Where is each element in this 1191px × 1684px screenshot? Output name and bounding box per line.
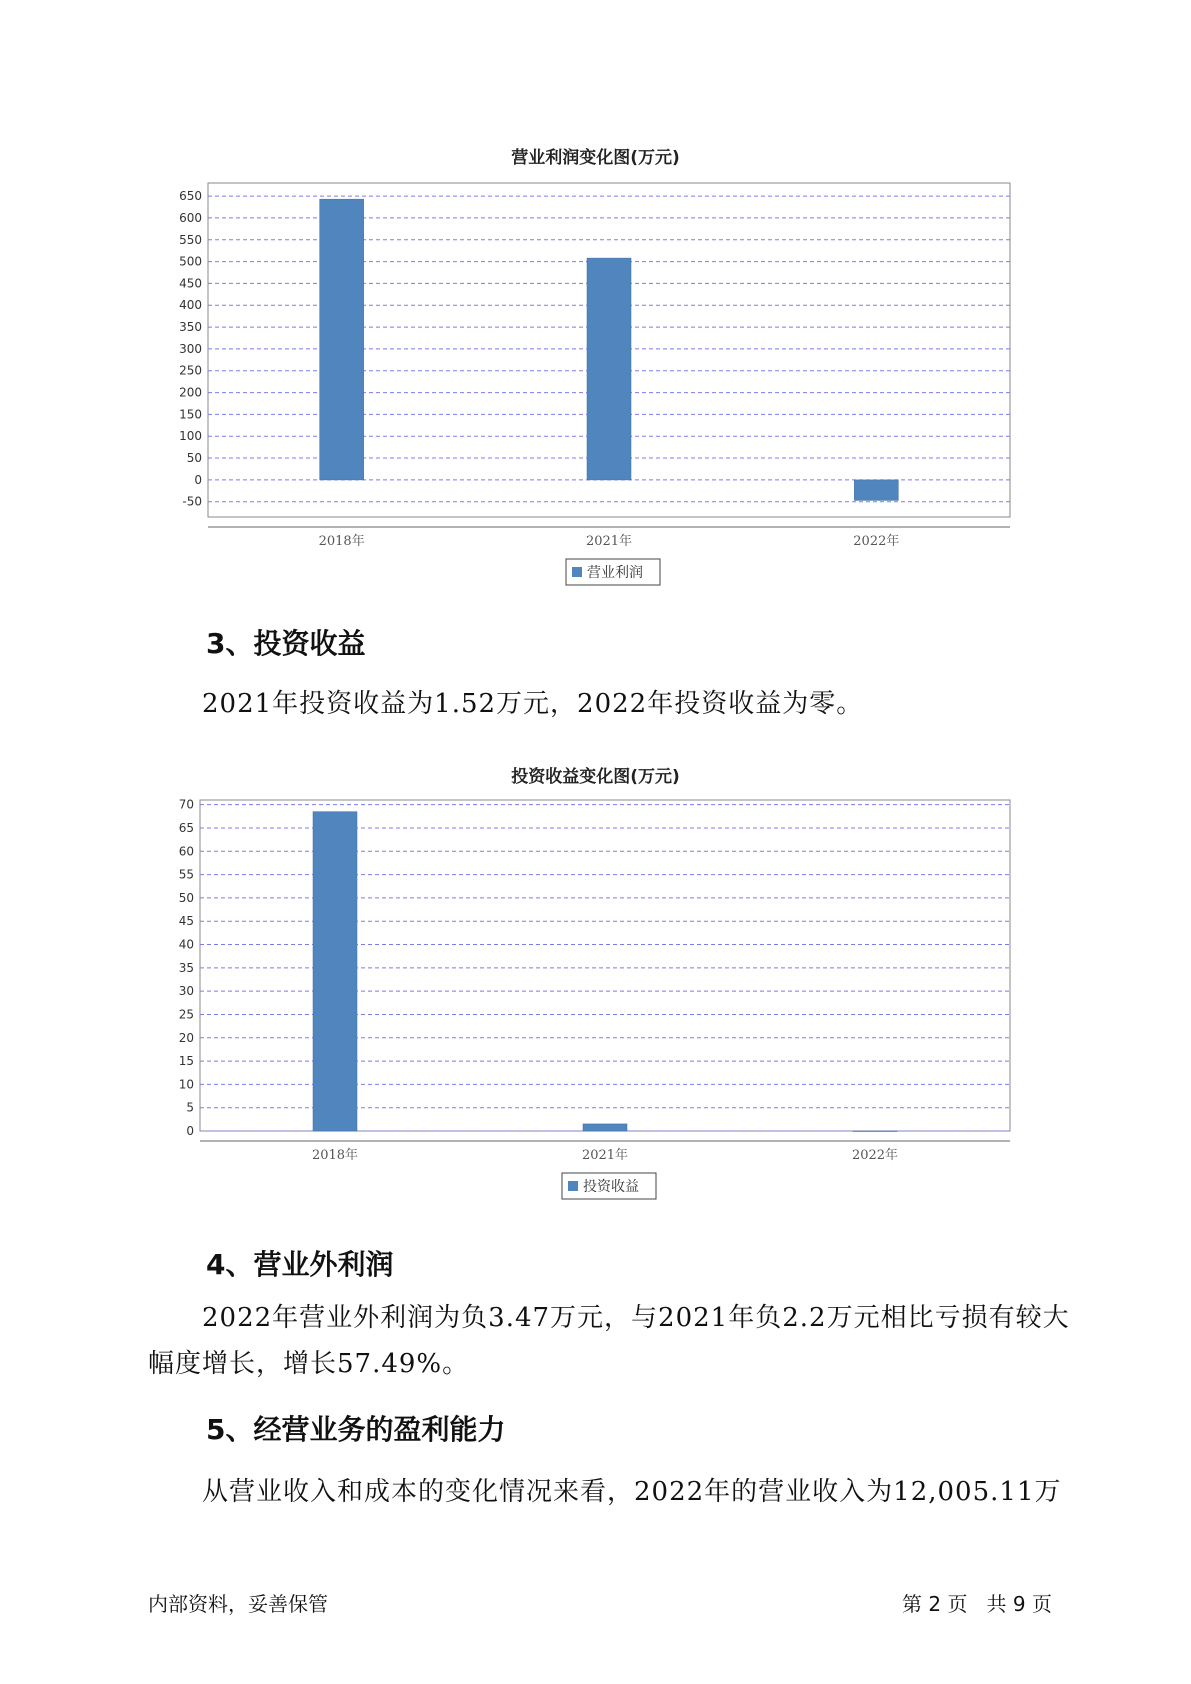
y-tick-label: 650 <box>179 189 202 204</box>
y-tick-label: 20 <box>178 1030 194 1045</box>
y-tick-label: 50 <box>186 451 202 466</box>
x-tick-label: 2022年 <box>851 1148 899 1163</box>
bar-2018年 <box>313 812 357 1131</box>
y-tick-label: 100 <box>179 429 202 444</box>
y-tick-label: 400 <box>179 298 202 313</box>
bar-2018年 <box>320 199 364 480</box>
bar-2021年 <box>583 1124 627 1131</box>
bar-2021年 <box>587 258 631 480</box>
y-tick-label: 150 <box>179 407 202 422</box>
y-tick-label: 250 <box>179 363 202 378</box>
footer-confidential-note: 内部资料，妥善保管 <box>148 1592 328 1616</box>
y-tick-label: 15 <box>178 1054 194 1069</box>
x-tick-label: 2018年 <box>311 1148 359 1163</box>
legend-label: 投资收益 <box>583 1179 639 1195</box>
section4-paragraph-line1: 2022年营业外利润为负3.47万元，与2021年负2.2万元相比亏损有较大 <box>202 1303 1070 1333</box>
x-tick-label: 2022年 <box>853 534 900 549</box>
y-tick-label: 50 <box>178 890 194 905</box>
y-tick-label: 10 <box>178 1077 194 1092</box>
y-tick-label: 65 <box>178 820 194 835</box>
y-tick-label: 5 <box>186 1100 194 1115</box>
section4-heading: 4、营业外利润 <box>206 1248 394 1281</box>
section4-paragraph-line2: 幅度增长，增长57.49%。 <box>148 1349 470 1379</box>
y-tick-label: 70 <box>178 797 194 812</box>
footer-page-number: 第 2 页 共 9 页 <box>902 1592 1052 1616</box>
section3-heading: 3、投资收益 <box>206 627 366 660</box>
investment-income-chart <box>0 795 1191 1215</box>
section5-heading: 5、经营业务的盈利能力 <box>206 1413 506 1446</box>
y-tick-label: 600 <box>179 210 202 225</box>
bar-2022年 <box>853 1131 897 1132</box>
bar-2022年 <box>854 480 898 501</box>
x-tick-label: 2021年 <box>585 534 633 549</box>
y-tick-label: 25 <box>178 1007 194 1022</box>
y-tick-label: -50 <box>182 494 202 509</box>
x-tick-label: 2018年 <box>318 534 365 549</box>
y-tick-label: 500 <box>179 254 202 269</box>
y-tick-label: 450 <box>179 276 202 291</box>
legend-swatch <box>568 1181 578 1191</box>
y-tick-label: 550 <box>179 232 202 247</box>
chart1-title: 营业利润变化图(万元) <box>511 148 680 168</box>
section5-paragraph: 从营业收入和成本的变化情况来看，2022年的营业收入为12,005.11万 <box>202 1477 1062 1507</box>
y-tick-label: 0 <box>194 472 202 487</box>
legend-label: 营业利润 <box>587 565 643 581</box>
y-tick-label: 60 <box>178 844 194 859</box>
legend-swatch <box>572 567 582 577</box>
x-tick-label: 2021年 <box>581 1148 629 1163</box>
y-tick-label: 0 <box>186 1124 194 1138</box>
y-tick-label: 350 <box>179 320 202 335</box>
y-tick-label: 300 <box>179 341 202 356</box>
chart2-title: 投资收益变化图(万元) <box>511 767 680 787</box>
y-tick-label: 55 <box>178 867 194 882</box>
y-tick-label: 45 <box>178 914 194 929</box>
y-tick-label: 200 <box>179 385 202 400</box>
section3-paragraph: 2021年投资收益为1.52万元，2022年投资收益为零。 <box>202 689 864 719</box>
y-tick-label: 40 <box>178 937 194 952</box>
y-tick-label: 35 <box>178 960 194 975</box>
y-tick-label: 30 <box>178 984 194 999</box>
operating-profit-chart <box>0 170 1191 590</box>
